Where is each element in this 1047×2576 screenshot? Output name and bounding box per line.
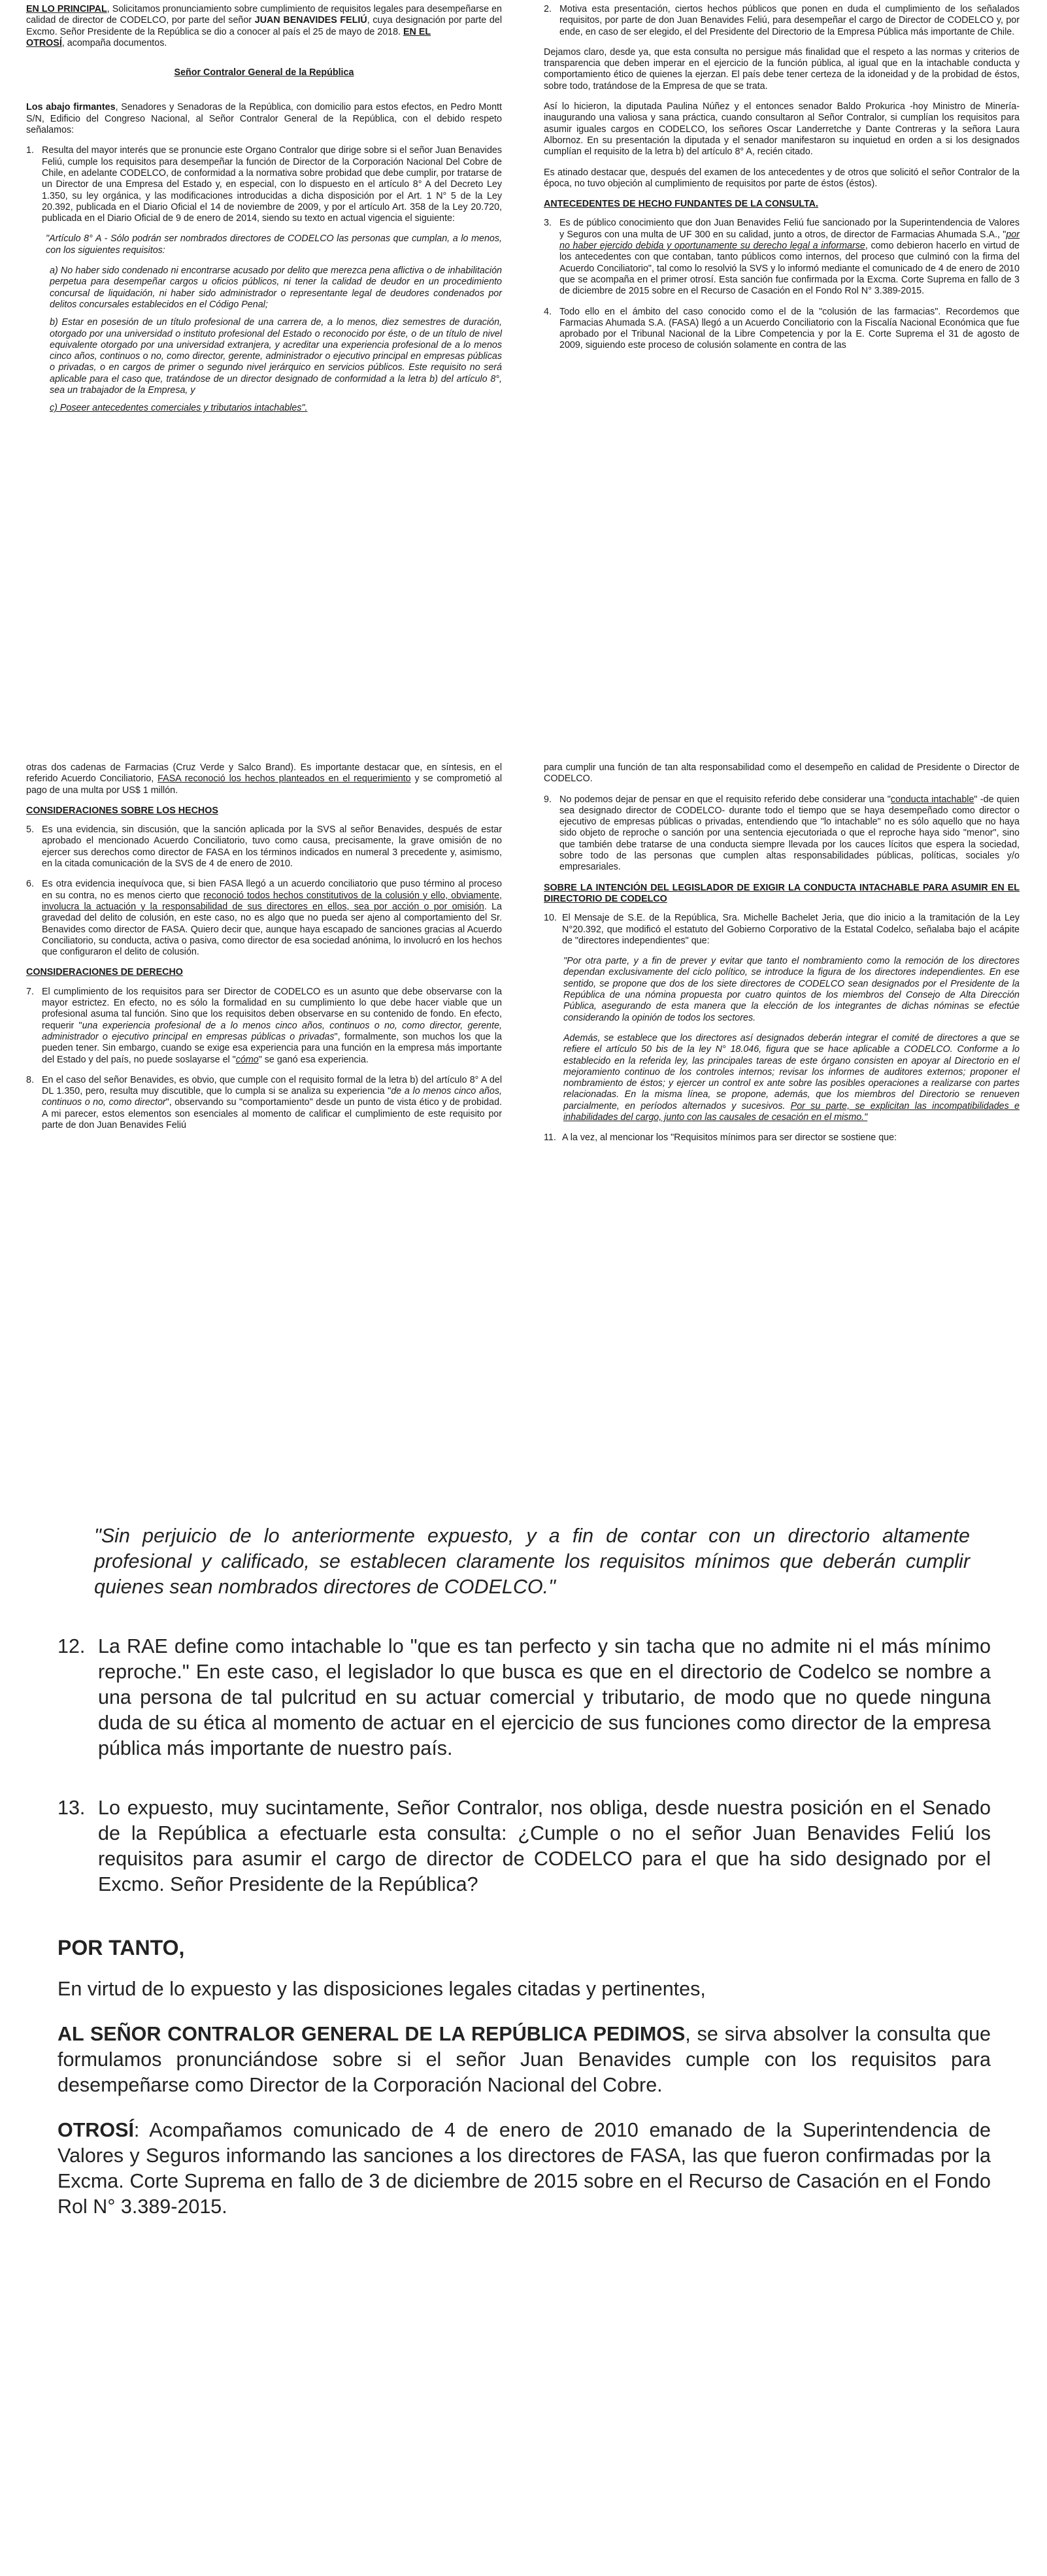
por-tanto-heading: POR TANTO, [58, 1936, 185, 1959]
list-item: 5. Es una evidencia, sin discusión, que la sanción aplicada por la SVS al señor Benavides, después de estar aprobado el mencionado Acuerdo Conciliatorio, tuvo como causa, precisamente, la grave omisión de no ejercer sus derechos como director de FASA en los términos indicados en numeral 3 precedente y, asimismo, en la citada comunicación de la SVS de 4 de enero de 2010. [26, 824, 502, 870]
column-left-2 [26, 762, 502, 1140]
column-right-1 [544, 4, 1020, 361]
list-item: 9. No podemos dejar de pensar en que el requisito referido debe considerar una "conducta intachable" -de quien sea designado director de CODELCO- durante todo el tiempo que se haya desempeñado como director o ejecutivo de empresas públicas o privadas, entendiendo que "lo intachable" no es sólo aquello que no haya sido objeto de reproche o sanción por una sentencia ejecutoriada o que el reproche haya sido "menor", sino que también debe tratarse de una conducta siempre llevada por los cauces lícitos que espera la sociedad, sobre todo de las personas que cumplen altas responsabilidades públicas, políticas, sociales y/o empresariales. [544, 794, 1020, 873]
list-item: 10. El Mensaje de S.E. de la República, Sra. Michelle Bachelet Jeria, que dio inicio a la tramitación de la Ley N°20.392, que modificó el estatuto del Gobierno Corporativo de la Estatal Codelco, señalaba bajo el acápite de "directores independientes" que: [544, 913, 1020, 946]
list-item: 2. Motiva esta presentación, ciertos hechos públicos que ponen en duda el cumplimiento de los señalados requisitos, por parte de don Juan Benavides Feliú, para desempeñar el cargo de Director de CODELCO y, por ende, en caso de ser elegido, el del Presidente del Directorio de la Empresa Pública más importante de Chile. [544, 4, 1020, 37]
list-item: 13. Lo expuesto, muy sucintamente, Señor Contralor, nos obliga, desde nuestra posición en el Senado de la República a efectuarle esta consulta: ¿Cumple o no el señor Juan Benavides Feliú los requisitos para asumir el cargo de director de CODELCO para el que ha sido designado por el Excmo. Señor Presidente de la República? [58, 1797, 991, 1895]
firmantes-paragraph: Los abajo firmantes, Senadores y Senadoras de la República, con domicilio para estos efectos, en Pedro Montt S/N, Edificio del Congreso Nacional, al Señor Contralor General de la República, con el debido respeto señalamos: [26, 102, 502, 136]
addressee: Señor Contralor General de la República [174, 67, 354, 78]
requirements-quote: "Sin perjuicio de lo anteriormente expuesto, y a fin de contar con un directorio altamente profesional y calificado, se establecen claramente los requisitos mínimos que deberán cumplir quienes sean nombrados directores de CODELCO." [94, 1525, 970, 1598]
list-item: 11. A la vez, al mencionar los "Requisitos mínimos para ser director se sostiene que: [544, 1132, 897, 1144]
paragraph: Dejamos claro, desde ya, que esta consulta no persigue más finalidad que el respeto a las normas y criterios de transparencia que deben imperar en el ejercicio de la función pública, al igual que en la intachable conducta y comportamiento ético de quienes la ejerzan. El país debe tener certeza de la idoneidad y de la probidad de éstos, sobre todo, tratándose de la Empresa de que se trata. [544, 46, 1020, 92]
law-quote: "Artículo 8° A - Sólo podrán ser nombrados directores de CODELCO las personas que cumplan, a lo menos, con los siguientes requisitos: a) No haber sido condenado ni encontrarse acusado por delito que merezca pena aflictiva o de inhabilitación perpetua para desempeñar cargos u oficios públicos, ni tener la calidad de deudor en un procedimiento concursal de liquidación, ni haber sido administrador o representante legal de deudores condenados por delitos concursales establecidos en el Código Penal; b) Estar en posesión de un título profesional de una carrera de, a lo menos, diez semestres de duración, otorgado por una universidad o instituto profesional del Estado o reconocido por éste, o de un título de nivel equivalente otorgado por una universidad extranjera, y acreditar una experiencia profesional de a lo menos cinco años, continuos o no, como director, gerente, administrador o ejecutivo principal en empresas públicas o privadas, o en cargos de primer o segundo nivel jerárquico en servicios públicos. Este requisito no será aplicable para el caso que, tratándose de un director designado de conformidad a la letra b) del artículo 8°, sea un trabajador de la Empresa, y c) Poseer antecedentes comerciales y tributarios intachables". [46, 233, 502, 414]
list-item: 12. La RAE define como intachable lo "que es tan perfecto y sin tacha que no admite ni el más mínimo reproche." En este caso, el legislador lo que busca es que en el directorio de Codelco se nombre a una persona de tal pulcritud en su actuar comercial y tributario, de modo que no quede ninguna duda de su ética al momento de actuar en el ejercicio de sus funciones como director de la empresa pública más importante de nuestro país. [58, 1635, 991, 1759]
column-right-2 [544, 762, 1020, 1153]
section-heading: SOBRE LA INTENCIÓN DEL LEGISLADOR DE EXIGIR LA CONDUCTA INTACHABLE PARA ASUMIR EN EL DIRECTORIO DE CODELCO [544, 882, 1020, 904]
paragraph: para cumplir una función de tan alta responsabilidad como el desempeño en calidad de Presidente o Director de CODELCO. [544, 762, 1020, 785]
request-paragraph: AL SEÑOR CONTRALOR GENERAL DE LA REPÚBLICA PEDIMOS, se sirva absolver la consulta que formulamos pronunciándose sobre si el señor Juan Benavides cumple con los requisitos para desempeñarse como Director de la Corporación Nacional del Cobre. [58, 2023, 991, 2096]
list-item: 4. Todo ello en el ámbito del caso conocido como el de la "colusión de las farmacias". Recordemos que Farmacias Ahumada S.A. (FASA) llegó a un Acuerdo Conciliatorio con la Fiscalía Nacional Económica que fue aprobado por el Tribunal Nacional de la Libre Competencia y por la E. Corte Suprema el 31 de agosto de 2009, siguiendo este proceso de colusión solamente en contra de las [544, 306, 1020, 351]
otrosi-paragraph: OTROSÍ: Acompañamos comunicado de 4 de enero de 2010 emanado de la Superintendencia de Valores y Seguros informando las sanciones a los directores de FASA, las que fueron confirmadas por la Excma. Corte Suprema en fallo de 3 de diciembre de 2015 sobre en el Recurso de Casación en el Fondo Rol N° 3.389-2015. [58, 2119, 991, 2218]
section-heading: CONSIDERACIONES DE DERECHO [26, 967, 183, 978]
paragraph: otras dos cadenas de Farmacias (Cruz Verde y Salco Brand). Es importante destacar que, en síntesis, en el referido Acuerdo Conciliatorio, FASA reconoció los hechos planteados en el requerimiento y se comprometió al pago de una multa por US$ 1 millón. [26, 762, 502, 796]
section-heading: CONSIDERACIONES SOBRE LOS HECHOS [26, 805, 218, 816]
list-item: 8. En el caso del señor Benavides, es obvio, que cumple con el requisito formal de la letra b) del artículo 8° A del DL 1.350, pero, resulta muy discutible, que lo cumpla si se analiza su experiencia "de a lo menos cinco años, continuos o no, como director", observando su "comportamiento" desde un punto de vista ético y de probidad. A mi parecer, estos elementos son esenciales al momento de calificar el cumplimiento de este requisito por parte de don Juan Benavides Feliú [26, 1074, 502, 1131]
paragraph: Así lo hicieron, la diputada Paulina Núñez y el entonces senador Baldo Prokurica -hoy Ministro de Minería- inaugurando una valiosa y sana práctica, cuando consultaron al Señor Contralor, si cumplían los requisitos para asumir iguales cargos en CODELCO, los señores Oscar Landerretche y Dante Contreras y la señora Laura Albornoz. En su presentación la diputada y el senador manifestaron su inquietud en orden a si los designados cumplían el requisito de la letra b) del artículo 8° A, recién citado. [544, 101, 1020, 158]
virtud-paragraph: En virtud de lo expuesto y las disposiciones legales citadas y pertinentes, [58, 1978, 706, 2000]
principal-paragraph: EN LO PRINCIPAL, Solicitamos pronunciamiento sobre cumplimiento de requisitos legales para desempeñarse en calidad de director de CODELCO, por parte del señor JUAN BENAVIDES FELIÚ, cuya designación por parte del Excmo. Señor Presidente de la República se dio a conocer al país el 25 de mayo de 2018. EN EL OTROSÍ, acompaña documentos. [26, 4, 502, 48]
bill-message-quote: "Por otra parte, y a fin de prever y evitar que tanto el nombramiento como la remoción de los directores dependan exclusivamente del ciclo político, se introduce la figura de los directores independientes. En ese sentido, se propone que dos de los siete directores de CODELCO sean designados por el Presidente de la República de una nómina propuesta por cuatro quintos de los miembros del Consejo de Alta Dirección Pública, asegurando de esta manera que la elección de los integrantes de dichas nóminas se efectúe considerando la opinión de todos los sectores. Además, se establece que los directores así designados deberán integrar el comité de directores a que se refiere el artículo 50 bis de la ley N° 18.046, figura que se hace aplicable a CODELCO. Conforme a lo establecido en la referida ley, las principales tareas de este órgano consisten en apoyar al Directorio en el mejoramiento continuo de los controles internos; revisar los informes de auditores externos; proponer el nombramiento de éstos; y ejercer un control ex ante sobre las posibles operaciones a realizarse con partes relacionadas. En la misma línea, se propone, además, que los miembros del Directorio se renueven parcialmente, en períodos alternados y sucesivos. Por su parte, se explicitan las incompatibilidades e inhabilidades del cargo, junto con las causales de cesación en el mismo." [563, 956, 1020, 1123]
lower-section [58, 1523, 991, 2220]
list-item: 7. El cumplimiento de los requisitos para ser Director de CODELCO es un asunto que debe observarse con la mayor estrictez. En efecto, no es sólo la formalidad en su cumplimiento lo que debe hacer viable que un profesional asuma tal función. Sino que los requisitos deben observarse en su contenido de fondo. En efecto, requerir "una experiencia profesional de a lo menos cinco años, continuos o no, como director, gerente, administrador o ejecutivo principal en empresas públicas o privadas", formalmente, son muchos los que la pueden tener. Sin embargo, cuando se exige esa experiencia para una función en la empresa más importante del Estado y del país, no puede soslayarse el "cómo" se ganó esa experiencia. [26, 986, 502, 1065]
list-item: 3. Es de público conocimiento que don Juan Benavides Feliú fue sancionado por la Superintendencia de Valores y Seguros con una multa de UF 300 en su calidad, junto a otros, de director de Farmacias Ahumada S.A., "por no haber ejercido debida y oportunamente su derecho legal a informarse, como debieron hacerlo en virtud de los antecedentes con que contaban, tanto públicos como internos, del proceso que culminó con la firma del Acuerdo Conciliatorio", tal como lo resolvió la SVS y lo informó mediante el comunicado de 4 de enero de 2010 que se acompaña en el primer otrosí. Esta sanción fue confirmada por la Excma. Corte Suprema en fallo de 3 de diciembre de 2015 sobre en el Recurso de Casación en el Fondo Rol N° 3.389-2015. [544, 218, 1020, 297]
section-heading: ANTECEDENTES DE HECHO FUNDANTES DE LA CONSULTA. [544, 199, 818, 210]
list-item: 1. Resulta del mayor interés que se pronuncie este Organo Contralor que dirige sobre si el señor Juan Benavides Feliú, cumple los requisitos para desempeñar la función de Director de la Corporación Nacional Del Cobre de Chile, en adelante CODELCO, de conformidad a la normativa sobre probidad que debe cumplir, por tratarse de un Director de una Empresa del Estado y, en especial, con lo dispuesto en el artículo 8° A del Decreto Ley 1.350, su ley orgánica, y las modificaciones introducidas a dicha disposición por el Art. 1 N° 5 de la Ley 20.392, publicada en el Diario Oficial el 14 de noviembre de 2009, y por el artículo Art. 358 de la Ley 20.720, publicada en el Diario Oficial de 9 de enero de 2014, siendo su texto en actual vigencia el siguiente: [26, 145, 502, 224]
paragraph: Es atinado destacar que, después del examen de los antecedentes y de otros que solicitó el señor Contralor de la época, no tuvo objeción al cumplimiento de requisitos por parte de éstos (éstos). [544, 167, 1020, 189]
column-left-1 [26, 4, 502, 421]
list-item: 6. Es otra evidencia inequívoca que, si bien FASA llegó a un acuerdo conciliatorio que puso término al proceso en su contra, no es menos cierto que reconoció todos hechos constitutivos de la colusión y ello, obviamente, involucra la actuación y la responsabilidad de sus directores en ellos, sea por acción o por omisión. La gravedad del delito de colusión, en este caso, no es algo que no pueda ser ajeno al comportamiento del Sr. Benavides como director de FASA. Quiero decir que, aunque haya escapado de sanciones gracias al Acuerdo Conciliatorio, su conducta, activa o pasiva, como director de esa sociedad anónima, lo involucró en los hechos que configuraron el delito de colusión. [26, 879, 503, 958]
